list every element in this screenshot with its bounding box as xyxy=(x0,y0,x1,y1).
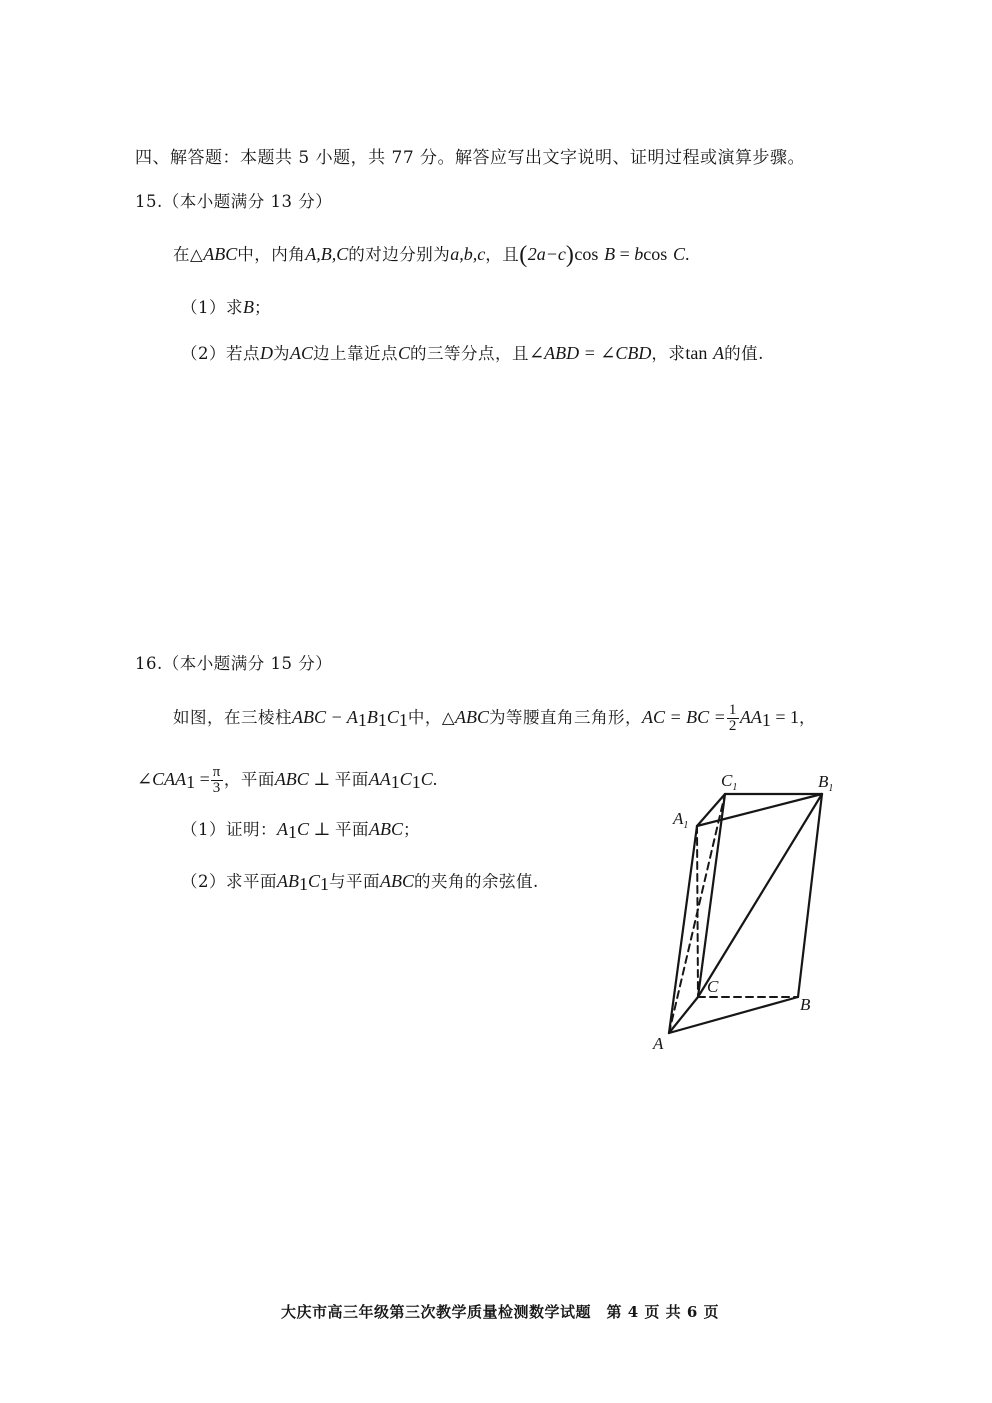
q16-stem2-frac-num: π xyxy=(212,764,221,780)
q15-part2-text-4: 的三等分点，且 xyxy=(410,344,530,363)
q16-stem2-sub-1: 1 xyxy=(186,772,196,792)
q16-part1 xyxy=(181,818,420,843)
q15-stem-equals: = xyxy=(615,244,635,264)
q15-stem-math-2: A,B,C xyxy=(305,244,349,264)
q16-stem1-math-7: = 1 xyxy=(770,707,799,727)
q16-stem2-text-1: ，平面 xyxy=(223,770,275,789)
q15-stem-math-5: B xyxy=(604,244,616,264)
q16-stem-line2 xyxy=(137,765,437,796)
q16-part2-text-2: 与平面 xyxy=(329,872,381,891)
q16-stem1-frac-den: 2 xyxy=(728,718,737,734)
q16-stem2-math-6: C xyxy=(420,769,433,789)
q15-part1-text-2: ； xyxy=(254,298,271,317)
q16-part2-math-1: AB xyxy=(277,871,299,891)
q15-stem-cos-2: cos xyxy=(643,244,668,264)
q15-part2-text-5: ，求 xyxy=(651,344,686,363)
q16-stem2-math-4: AA xyxy=(368,769,391,789)
q15-stem-cos-1: cos xyxy=(574,244,599,264)
q16-stem2-sub-3: 1 xyxy=(411,772,421,792)
prism-figure xyxy=(640,760,860,1060)
q16-stem2-math-3: ABC xyxy=(274,769,309,789)
q16-stem2-math-2: = xyxy=(195,769,210,789)
q16-stem1-frac-num: 1 xyxy=(728,702,737,718)
q15-part2-math-2: AC xyxy=(290,343,314,363)
edge-A1-C-dashed xyxy=(697,826,698,997)
q16-stem1-text-4: ， xyxy=(798,708,816,727)
q15-stem-math-1: ABC xyxy=(203,244,238,264)
q16-stem-line1 xyxy=(173,703,816,734)
q16-stem2-text-2: 平面 xyxy=(334,770,369,789)
q16-stem1-sub-1: 1 xyxy=(357,710,367,730)
q15-stem-period: . xyxy=(685,244,690,264)
label-A1: $A_1$ xyxy=(673,809,689,831)
q15-part2-tan: tan xyxy=(685,343,708,363)
q16-stem1-math-5: AC = BC = xyxy=(642,707,726,727)
q16-stem1-text-2: 中，△ xyxy=(407,708,456,727)
q16-part1-math-3: ABC xyxy=(368,819,403,839)
q15-stem-paren-close: ) xyxy=(565,242,575,268)
q16-stem2-sub-2: 1 xyxy=(390,772,400,792)
q16-stem1-math-3: C xyxy=(386,707,399,727)
label-A: A xyxy=(653,1034,664,1053)
q15-stem-text-3: 的对边分别为 xyxy=(348,245,451,264)
q15-part2-math-4: ∠ABD = ∠CBD xyxy=(529,343,652,363)
q16-stem1-math-6: AA xyxy=(739,707,762,727)
q15-stem-math-7: C xyxy=(673,244,686,264)
q15-stem-text-2: 中，内角 xyxy=(237,245,306,264)
q15-stem-paren-open: ( xyxy=(519,242,528,268)
page-footer: 大庆市高三年级第三次教学质量检测数学试题 第 4 页 共 6 页 xyxy=(281,1303,719,1321)
q16-part1-sub-1: 1 xyxy=(288,822,297,842)
label-B: B xyxy=(800,995,811,1014)
q15-stem-math-4: 2a−c xyxy=(527,244,566,264)
q16-part2-text-3: 的夹角的余弦值. xyxy=(414,872,539,891)
q16-part2 xyxy=(181,870,539,895)
q15-part2-text-1: （2）若点 xyxy=(181,344,260,363)
q16-part1-math-1: A xyxy=(277,819,288,839)
q16-stem2-math-1: ∠CAA xyxy=(137,769,187,789)
q15-part2-text-3: 边上靠近点 xyxy=(313,344,399,363)
label-C: C xyxy=(707,977,719,996)
q15-stem-math-6: b xyxy=(634,244,644,264)
q15-part2-math-3: C xyxy=(398,343,411,363)
section-heading: 四、解答题：本题共 5 小题，共 77 分。解答应写出文字说明、证明过程或演算步骤。 xyxy=(135,148,806,168)
q16-stem1-sub-4: 1 xyxy=(761,710,771,730)
q16-part1-math-2: C xyxy=(297,819,310,839)
label-C1: $C_1$ xyxy=(721,771,738,793)
q16-part2-sub-1: 1 xyxy=(299,874,308,894)
q16-part2-math-3: ABC xyxy=(380,871,415,891)
edge-B-B1 xyxy=(798,794,822,997)
q15-part2-math-5: A xyxy=(713,343,725,363)
q15-part2-math-1: D xyxy=(260,343,273,363)
q16-stem1-fraction xyxy=(727,703,739,734)
q15-stem-text-1: 在△ xyxy=(173,245,204,264)
q16-part1-text-3: ； xyxy=(402,820,420,839)
q15-stem-text-4: ，且 xyxy=(485,245,520,264)
q15-part2-text-2: 为 xyxy=(273,344,290,363)
q16-stem1-math-2: B xyxy=(366,707,378,727)
q15-stem xyxy=(173,243,690,266)
q15-part2 xyxy=(181,342,764,365)
q16-stem2-perp: ⊥ xyxy=(308,769,335,789)
q16-part2-text-1: （2）求平面 xyxy=(181,872,277,891)
q16-stem2-frac-den: 3 xyxy=(212,780,221,796)
q15-part1 xyxy=(181,296,271,319)
q15-stem-math-3: a,b,c xyxy=(450,244,486,264)
q16-part1-text-1: （1）证明： xyxy=(181,820,277,839)
q16-part2-math-2: C xyxy=(308,871,321,891)
q15-title: 15.（本小题满分 13 分） xyxy=(135,192,333,211)
q15-part1-math-1: B xyxy=(243,297,254,317)
q16-stem2-period: . xyxy=(432,769,438,789)
q16-title: 16.（本小题满分 15 分） xyxy=(135,654,333,673)
q16-stem1-text-3: 为等腰直角三角形， xyxy=(489,708,643,727)
q16-stem1-sub-2: 1 xyxy=(377,710,387,730)
edge-A1-B1 xyxy=(697,794,822,826)
q16-part1-perp: ⊥ xyxy=(309,819,335,839)
edge-C-B1 xyxy=(698,794,822,997)
label-B1: $B_1$ xyxy=(818,772,834,794)
q16-stem2-fraction xyxy=(211,765,223,796)
q16-stem1-math-1: ABC − A xyxy=(292,707,358,727)
q16-stem1-sub-3: 1 xyxy=(398,710,408,730)
q16-stem1-text-1: 如图，在三棱柱 xyxy=(173,708,292,727)
q16-part1-text-2: 平面 xyxy=(334,820,369,839)
q16-stem1-math-4: ABC xyxy=(455,707,490,727)
edge-A-B xyxy=(669,997,798,1033)
q16-part2-sub-2: 1 xyxy=(320,874,330,894)
q16-stem2-math-5: C xyxy=(399,769,412,789)
q15-part2-text-6: 的值. xyxy=(724,344,764,363)
q15-part1-text-1: （1）求 xyxy=(181,298,243,317)
